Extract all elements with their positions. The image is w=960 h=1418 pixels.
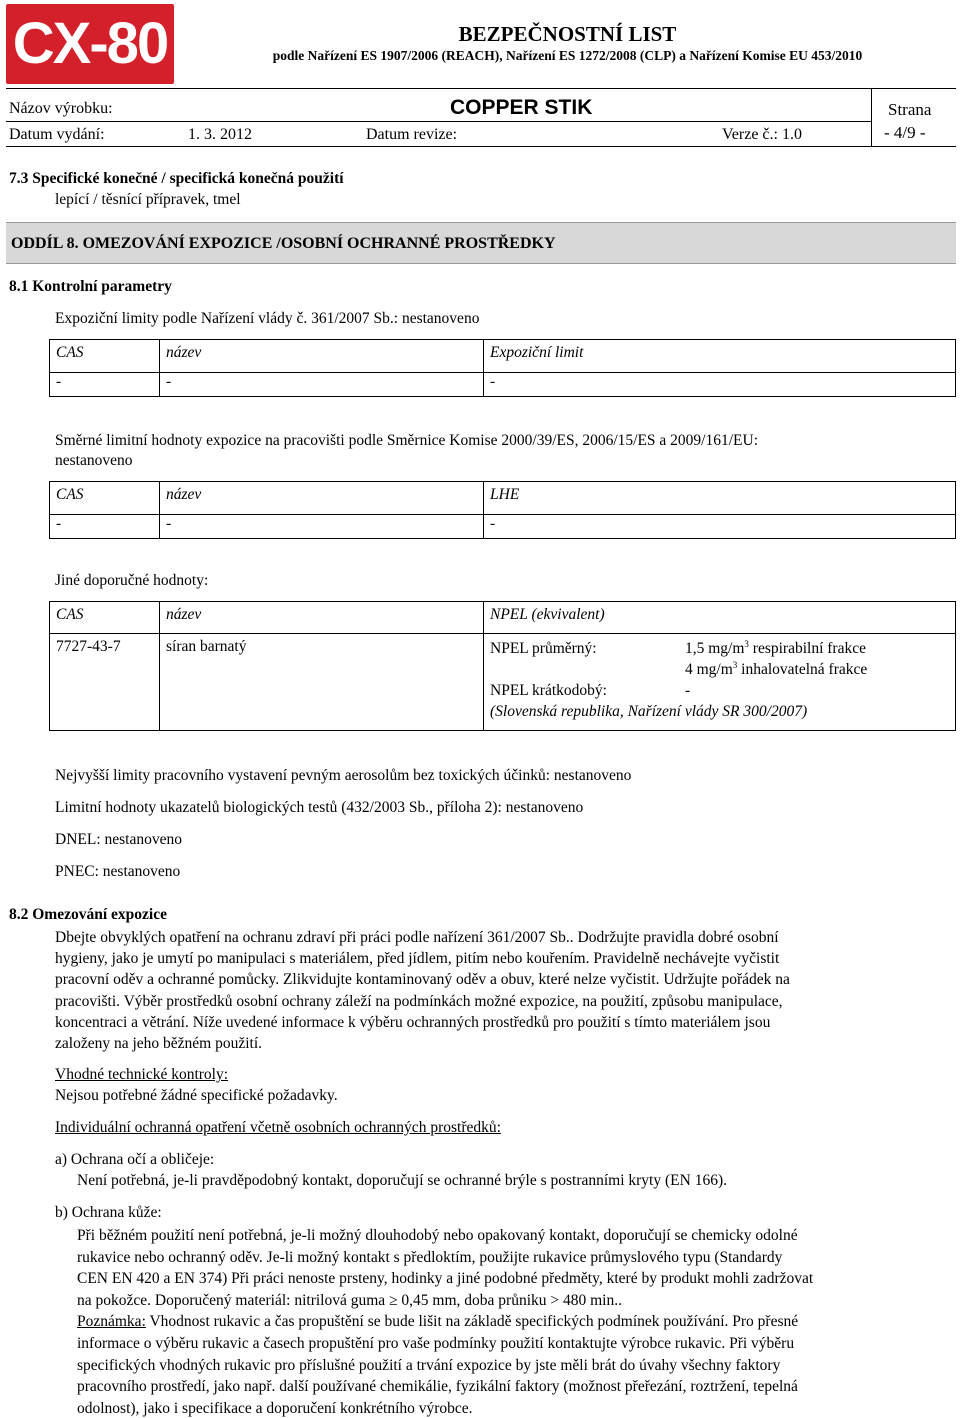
paragraph-line: koncentraci a větrání. Níže uvedené informace k výběru ochranných prostředků pro použití s tímto materiálem jsou — [55, 1013, 771, 1031]
eye-protection-text: Není potřebná, je-li pravděpodobný kontakt, doporučují se ochranné brýle s postranními kryty (EN 166). — [77, 1172, 727, 1189]
table-cell: - — [50, 373, 160, 397]
table-cell: - — [484, 373, 956, 397]
npel-short-value: - — [685, 682, 691, 699]
header-divider — [6, 146, 956, 147]
technical-controls-text: Nejsou potřebné žádné specifické požadavky. — [55, 1087, 338, 1104]
dnel-text: DNEL: nestanoveno — [55, 831, 182, 848]
pnec-text: PNEC: nestanoveno — [55, 863, 181, 880]
note-line: Poznámka: Vhodnost rukavic a čas propuštění se bude lišit na základě specifických podmínek používání. Pro přesné — [77, 1313, 799, 1331]
exposure-limits-text: Expoziční limity podle Nařízení vlády č. 361/2007 Sb.: nestanoveno — [55, 310, 480, 327]
table-header-cas: CAS — [50, 482, 160, 515]
npel-values — [484, 634, 956, 731]
table-header-cas: CAS — [50, 340, 160, 373]
table-header-lhe: LHE — [484, 482, 956, 515]
substance-name: síran barnatý — [160, 634, 484, 731]
paragraph-line: rukavice nebo ochranný oděv. Je-li možný kontakt s předloktím, použijte rukavice průmyslového typu (Standardy — [77, 1248, 783, 1266]
table-header-name: název — [160, 482, 484, 515]
table-header-npel: NPEL (ekvivalent) — [484, 602, 956, 634]
note-label: Poznámka: — [77, 1313, 146, 1331]
lhe-table — [49, 481, 956, 539]
directive-text-line2: nestanoveno — [55, 452, 133, 469]
header-divider — [6, 88, 956, 89]
section-8-1-heading: 8.1 Kontrolní parametry — [9, 278, 172, 295]
document-title: BEZPEČNOSTNÍ LIST — [458, 22, 677, 46]
exposure-control-paragraph — [55, 927, 950, 1054]
paragraph-line: pracovišti. Výběr prostředků osobní ochrany záleží na podmínkách možné expozice, na použití, způsobu manipulace, — [55, 992, 783, 1010]
table-header-cas: CAS — [50, 602, 160, 634]
npel-average-label: NPEL průměrný: — [490, 640, 597, 657]
npel-table — [49, 601, 956, 731]
paragraph-line: informace o výběru rukavic a časech propuštění pro vaše podmínky použití kontaktujte výrobce rukavic. Při výběru — [77, 1334, 795, 1352]
paragraph-line: založeny na jeho běžném použití. — [55, 1035, 263, 1053]
skin-protection-text — [77, 1225, 955, 1418]
product-label: Názov výrobku: — [9, 100, 113, 117]
section-7-3-heading: 7.3 Specifické konečné / specifická konečná použití — [9, 170, 344, 187]
paragraph-line: pracovního prostředí, jako např. další používané chemikálie, fyzikální faktory (možnost přeřezání, roztržení, tepelná — [77, 1378, 798, 1396]
page-number: - 4/9 - — [884, 123, 926, 142]
product-name: COPPER STIK — [450, 96, 593, 119]
skin-protection-heading: b) Ochrana kůže: — [55, 1204, 162, 1221]
table-header-name: název — [160, 602, 484, 634]
paragraph-line: specifických vhodných rukavic pro příslušné použití a trvání expozice by jste měli brát do úvahy všechny faktory — [77, 1356, 781, 1374]
issue-date: 1. 3. 2012 — [188, 126, 252, 143]
strana-label: Strana — [888, 100, 932, 119]
cx80-logo: CX-80 — [6, 4, 174, 84]
table-cell: - — [50, 515, 160, 539]
section-7-3-text: lepící / těsnící přípravek, tmel — [55, 191, 241, 208]
technical-controls-heading: Vhodné technické kontroly: — [55, 1066, 229, 1083]
header-divider — [6, 121, 871, 122]
section-8-title-bar — [6, 222, 956, 264]
section-8-title: ODDÍL 8. OMEZOVÁNÍ EXPOZICE /OSOBNÍ OCHRANNÉ PROSTŘEDKY — [11, 235, 556, 252]
revision-date-label: Datum revize: — [366, 126, 458, 143]
table-header-name: název — [160, 340, 484, 373]
table-header-limit: Expoziční limit — [484, 340, 956, 373]
bio-limits-text: Limitní hodnoty ukazatelů biologických testů (432/2003 Sb., příloha 2): nestanoveno — [55, 799, 584, 816]
npel-short-label: NPEL krátkodobý: — [490, 682, 607, 699]
table-cell: - — [484, 515, 956, 539]
table-cell: - — [160, 373, 484, 397]
paragraph-line: CEN EN 420 a EN 374) Při práci nenoste prsteny, hodinky a jiné podobné předměty, které by produkt mohli zadržovat — [77, 1270, 814, 1288]
other-values-label: Jiné doporučné hodnoty: — [55, 572, 209, 589]
npel-average-value-2: 4 $mg/m^3$ inhalovatelná frakce — [685, 659, 868, 678]
paragraph-line: na pokožce. Doporučený materiál: nitrilová guma ≥ 0,45 mm, doba průniku > 480 min.. — [77, 1291, 622, 1309]
exposure-limit-table — [49, 339, 956, 397]
npel-average-value-1: 1,5 $mg/m^3$ respirabilní frakce — [685, 638, 866, 657]
directive-text-line1: Směrné limitní hodnoty expozice na pracovišti podle Směrnice Komise 2000/39/ES, 2006/15/ES a 2009/161/EU: — [55, 432, 758, 449]
table-cell: - — [160, 515, 484, 539]
paragraph-line: pracovní oděv a ochranné pomůcky. Zlikvidujte kontaminovaný oděv a obuv, které nelze vyčistit. Udržujte pořádek na — [55, 971, 790, 989]
header-divider — [871, 88, 872, 146]
document-subtitle: podle Nařízení ES 1907/2006 (REACH), Nařízení ES 1272/2008 (CLP) a Nařízení Komise EU 453/2010 — [272, 48, 863, 63]
section-8-2-heading: 8.2 Omezování expozice — [9, 906, 167, 923]
ppe-heading: Individuální ochranná opatření včetně osobních ochranných prostředků: — [55, 1119, 501, 1136]
cas-number: 7727-43-7 — [50, 634, 160, 731]
max-limits-text: Nejvyšší limity pracovního vystavení pevným aerosolům bez toxických účinků: nestanoveno — [55, 767, 632, 784]
paragraph-line: Dbejte obvyklých opatření na ochranu zdraví při práci podle nařízení 361/2007 Sb.. Dodržujte pravidla dobré osobní — [55, 929, 779, 946]
paragraph-line: odolnost), jako i specifikace a doporučení konkrétního výrobce. — [77, 1399, 473, 1417]
paragraph-line: Při běžném použití není potřebná, je-li možný dlouhodobý nebo opakovaný kontakt, doporučují se chemicky odolné — [77, 1227, 798, 1244]
version: Verze č.: 1.0 — [722, 126, 802, 143]
issue-date-label: Datum vydání: — [9, 126, 105, 143]
npel-source: (Slovenská republika, Nařízení vlády SR 300/2007) — [490, 703, 808, 720]
paragraph-line: hygieny, jako je umytí po manipulaci s materiálem, před jídlem, pitím nebo kouřením. Pravidelně nechávejte vyčistit — [55, 950, 780, 968]
eye-protection-heading: a) Ochrana očí a obličeje: — [55, 1151, 215, 1168]
